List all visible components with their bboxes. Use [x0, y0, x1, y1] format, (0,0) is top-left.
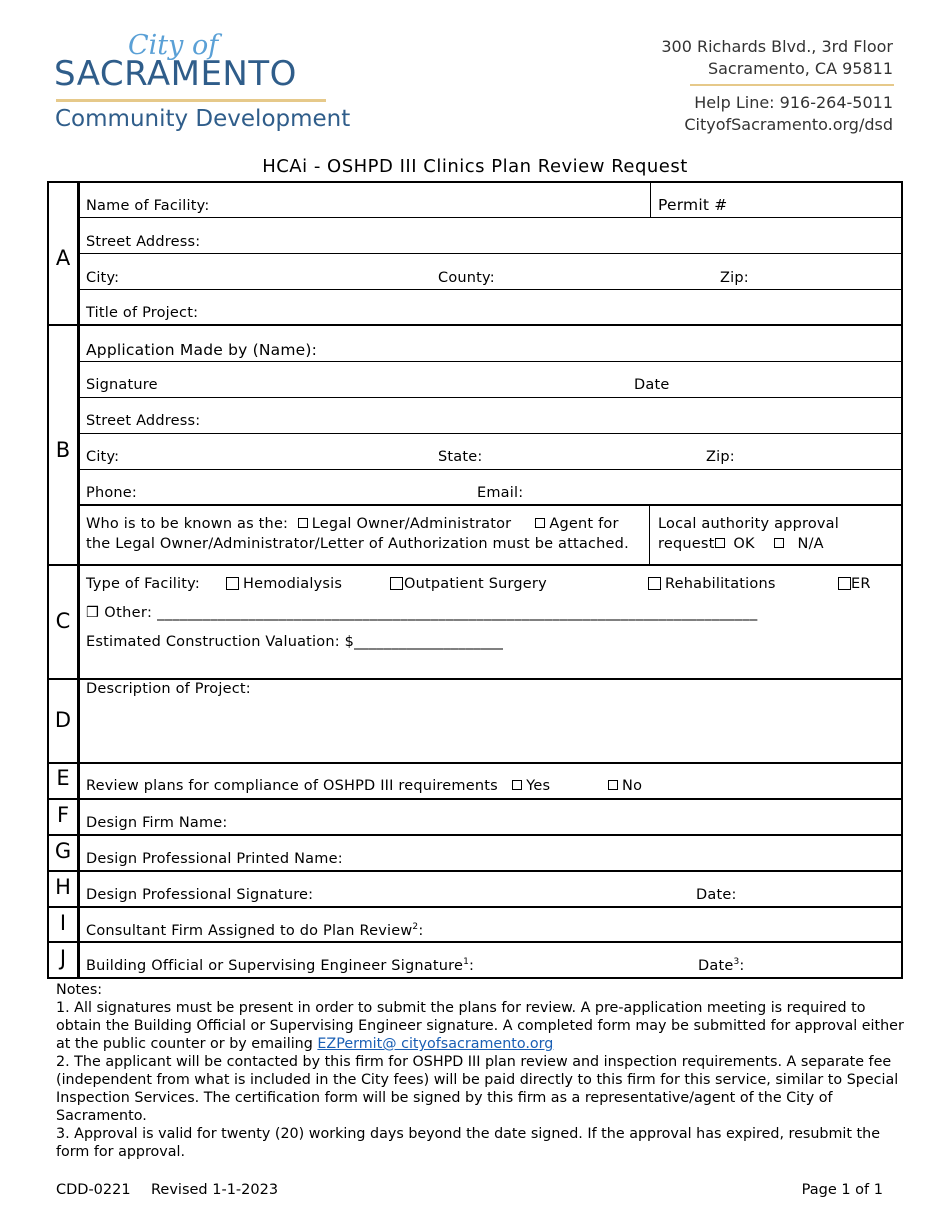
applicant-city-field[interactable]: City:: [86, 449, 120, 465]
bo-date-label: Date: [698, 957, 734, 974]
consultant-firm-field[interactable]: [86, 922, 423, 939]
divider-b-c: [47, 564, 903, 566]
outpatient-option: [390, 576, 547, 592]
applicant-signature-field[interactable]: Signature: [86, 377, 158, 393]
review-yes-label: Yes: [526, 778, 551, 794]
review-no-checkbox[interactable]: [608, 780, 618, 790]
facility-zip-field[interactable]: Zip:: [720, 270, 749, 286]
section-letter-g: G: [54, 839, 72, 863]
facility-street-field[interactable]: Street Address:: [86, 234, 201, 250]
ok-checkbox[interactable]: [715, 538, 725, 548]
address-block: [661, 36, 893, 80]
row-line: [79, 361, 903, 362]
notes-heading: Notes:: [56, 982, 103, 998]
review-no-label: No: [622, 778, 643, 794]
logo-divider: [56, 99, 326, 102]
divider-g-h: [47, 870, 903, 872]
ok-label: OK: [733, 536, 755, 552]
project-description-field[interactable]: Description of Project:: [86, 681, 251, 697]
applicant-state-field[interactable]: State:: [438, 449, 483, 465]
applicant-zip-field[interactable]: Zip:: [706, 449, 735, 465]
form-title: HCAi - OSHPD III Clinics Plan Review Request: [262, 156, 688, 177]
note-1-text: 1. All signatures must be present in order to submit the plans for review. A pre-application meeting is required to obtain the Building Official or Supervising Engineer signature. A completed form may be submitted for approval either at the public counter or by emailing: [56, 1000, 904, 1052]
section-letter-h: H: [55, 875, 71, 899]
building-official-signature-field[interactable]: [86, 957, 474, 974]
applicant-phone-field[interactable]: Phone:: [86, 485, 138, 501]
divider-c-d: [47, 678, 903, 680]
review-yes-checkbox[interactable]: [512, 780, 522, 790]
er-option: [838, 576, 871, 592]
rehab-option: [648, 576, 776, 592]
rehab-checkbox[interactable]: [648, 577, 661, 590]
na-checkbox[interactable]: [774, 538, 784, 548]
outpatient-checkbox[interactable]: [390, 577, 403, 590]
applicant-email-field[interactable]: Email:: [477, 485, 524, 501]
consultant-colon: :: [418, 922, 424, 939]
building-official-colon: :: [469, 957, 475, 974]
permit-number-field[interactable]: Permit #: [658, 196, 728, 214]
row-line: [79, 217, 903, 218]
hemodialysis-option: [226, 576, 342, 592]
divider-d-e: [47, 762, 903, 764]
facility-type-label: Type of Facility:: [86, 576, 200, 592]
section-letter-e: E: [56, 766, 70, 790]
website: CityofSacramento.org/dsd: [684, 115, 893, 134]
hemodialysis-label: Hemodialysis: [243, 576, 343, 592]
revised-date: Revised 1-1-2023: [151, 1182, 279, 1198]
facility-county-field[interactable]: County:: [438, 270, 495, 286]
note-ref-2: 2: [412, 922, 419, 932]
notes: [56, 981, 906, 1161]
applicant-street-field[interactable]: Street Address:: [86, 413, 201, 429]
outpatient-label: Outpatient Surgery: [404, 576, 547, 592]
hemodialysis-checkbox[interactable]: [226, 577, 239, 590]
note-1: [56, 999, 906, 1053]
request-label: request: [658, 536, 715, 552]
other-facility-field[interactable]: ❒ Other: _______________________________________________________________________________: [86, 605, 758, 621]
divider-f-g: [47, 834, 903, 836]
letter-column-divider: [77, 183, 80, 977]
er-checkbox[interactable]: [838, 577, 851, 590]
row-line: [79, 289, 903, 290]
design-signature-field[interactable]: Design Professional Signature:: [86, 887, 314, 903]
review-compliance-row: [86, 778, 642, 794]
section-letter-j: J: [59, 946, 67, 970]
rehab-label: Rehabilitations: [665, 576, 776, 592]
address-line-1: 300 Richards Blvd., 3rd Floor: [661, 37, 893, 56]
note-ref-1: 1: [463, 957, 469, 967]
divider-a-b: [47, 324, 903, 326]
logo-community-development: Community Development: [55, 106, 351, 132]
local-authority-request-row: [658, 536, 824, 552]
letter-of-authorization-text: the Legal Owner/Administrator/Letter of Authorization must be attached.: [86, 536, 629, 552]
er-label: ER: [851, 576, 871, 592]
review-compliance-label: Review plans for compliance of OSHPD III requirements: [86, 778, 498, 794]
contact-block: [684, 92, 893, 136]
valuation-field[interactable]: Estimated Construction Valuation: $____________________: [86, 634, 504, 650]
known-as-label: Who is to be known as the:: [86, 516, 289, 532]
bo-date-colon: :: [739, 957, 745, 974]
local-authority-label: Local authority approval: [658, 516, 839, 532]
note-ref-3: 3: [733, 957, 740, 967]
applicant-date-field[interactable]: Date: [634, 377, 670, 393]
row-line: [79, 433, 903, 434]
local-authority-divider: [649, 505, 650, 565]
project-title-field[interactable]: Title of Project:: [86, 305, 199, 321]
row-line: [79, 504, 903, 506]
address-line-2: Sacramento, CA 95811: [707, 59, 893, 78]
applicant-name-field[interactable]: Application Made by (Name):: [86, 341, 318, 359]
na-label: N/A: [797, 536, 824, 552]
design-date-field[interactable]: Date:: [696, 887, 737, 903]
legal-owner-label: Legal Owner/Administrator: [311, 516, 512, 532]
facility-city-field[interactable]: City:: [86, 270, 120, 286]
section-letter-b: B: [55, 438, 71, 462]
row-line: [79, 253, 903, 254]
section-letter-d: D: [54, 708, 72, 732]
section-letter-c: C: [55, 609, 71, 633]
known-as-row: [86, 516, 619, 532]
row-line: [79, 397, 903, 398]
permit-divider: [650, 183, 651, 218]
note-2: 2. The applicant will be contacted by this firm for OSHPD III plan review and inspection requirements. A separate fee (independent from what is included in the City fees) will be paid directly to this firm for this service, similar to Special Inspection Services. The certification form will be signed by this firm as a representative/agent of the City of Sacramento.: [56, 1054, 899, 1124]
ezpermit-email-link[interactable]: EZPermit@ cityofsacramento.org: [317, 1036, 554, 1052]
logo-sacramento: SACRAMENTO: [54, 54, 297, 94]
design-firm-field[interactable]: Design Firm Name:: [86, 815, 228, 831]
printed-name-field[interactable]: Design Professional Printed Name:: [86, 851, 343, 867]
row-line: [79, 469, 903, 470]
building-official-date-field[interactable]: [698, 957, 745, 974]
divider-i-j: [47, 941, 903, 943]
agent-for-checkbox[interactable]: [535, 518, 545, 528]
helpline: Help Line: 916-264-5011: [694, 93, 893, 112]
building-official-label: Building Official or Supervising Engineer Signature: [86, 957, 464, 974]
page-number: Page 1 of 1: [801, 1182, 883, 1198]
section-letter-a: A: [55, 246, 71, 270]
consultant-label: Consultant Firm Assigned to do Plan Review: [86, 922, 413, 939]
divider-e-f: [47, 798, 903, 800]
legal-owner-checkbox[interactable]: [298, 518, 308, 528]
logo-city-of: City of: [128, 30, 219, 61]
agent-for-label: Agent for: [549, 516, 619, 532]
form-code: CDD-0221: [56, 1182, 131, 1198]
address-divider: [690, 84, 894, 86]
section-letter-i: I: [59, 911, 67, 935]
section-letter-f: F: [56, 803, 70, 827]
divider-h-i: [47, 906, 903, 908]
note-3: 3. Approval is valid for twenty (20) working days beyond the date signed. If the approval has expired, resubmit the form for approval.: [56, 1126, 880, 1160]
facility-name-field[interactable]: Name of Facility:: [86, 198, 210, 214]
